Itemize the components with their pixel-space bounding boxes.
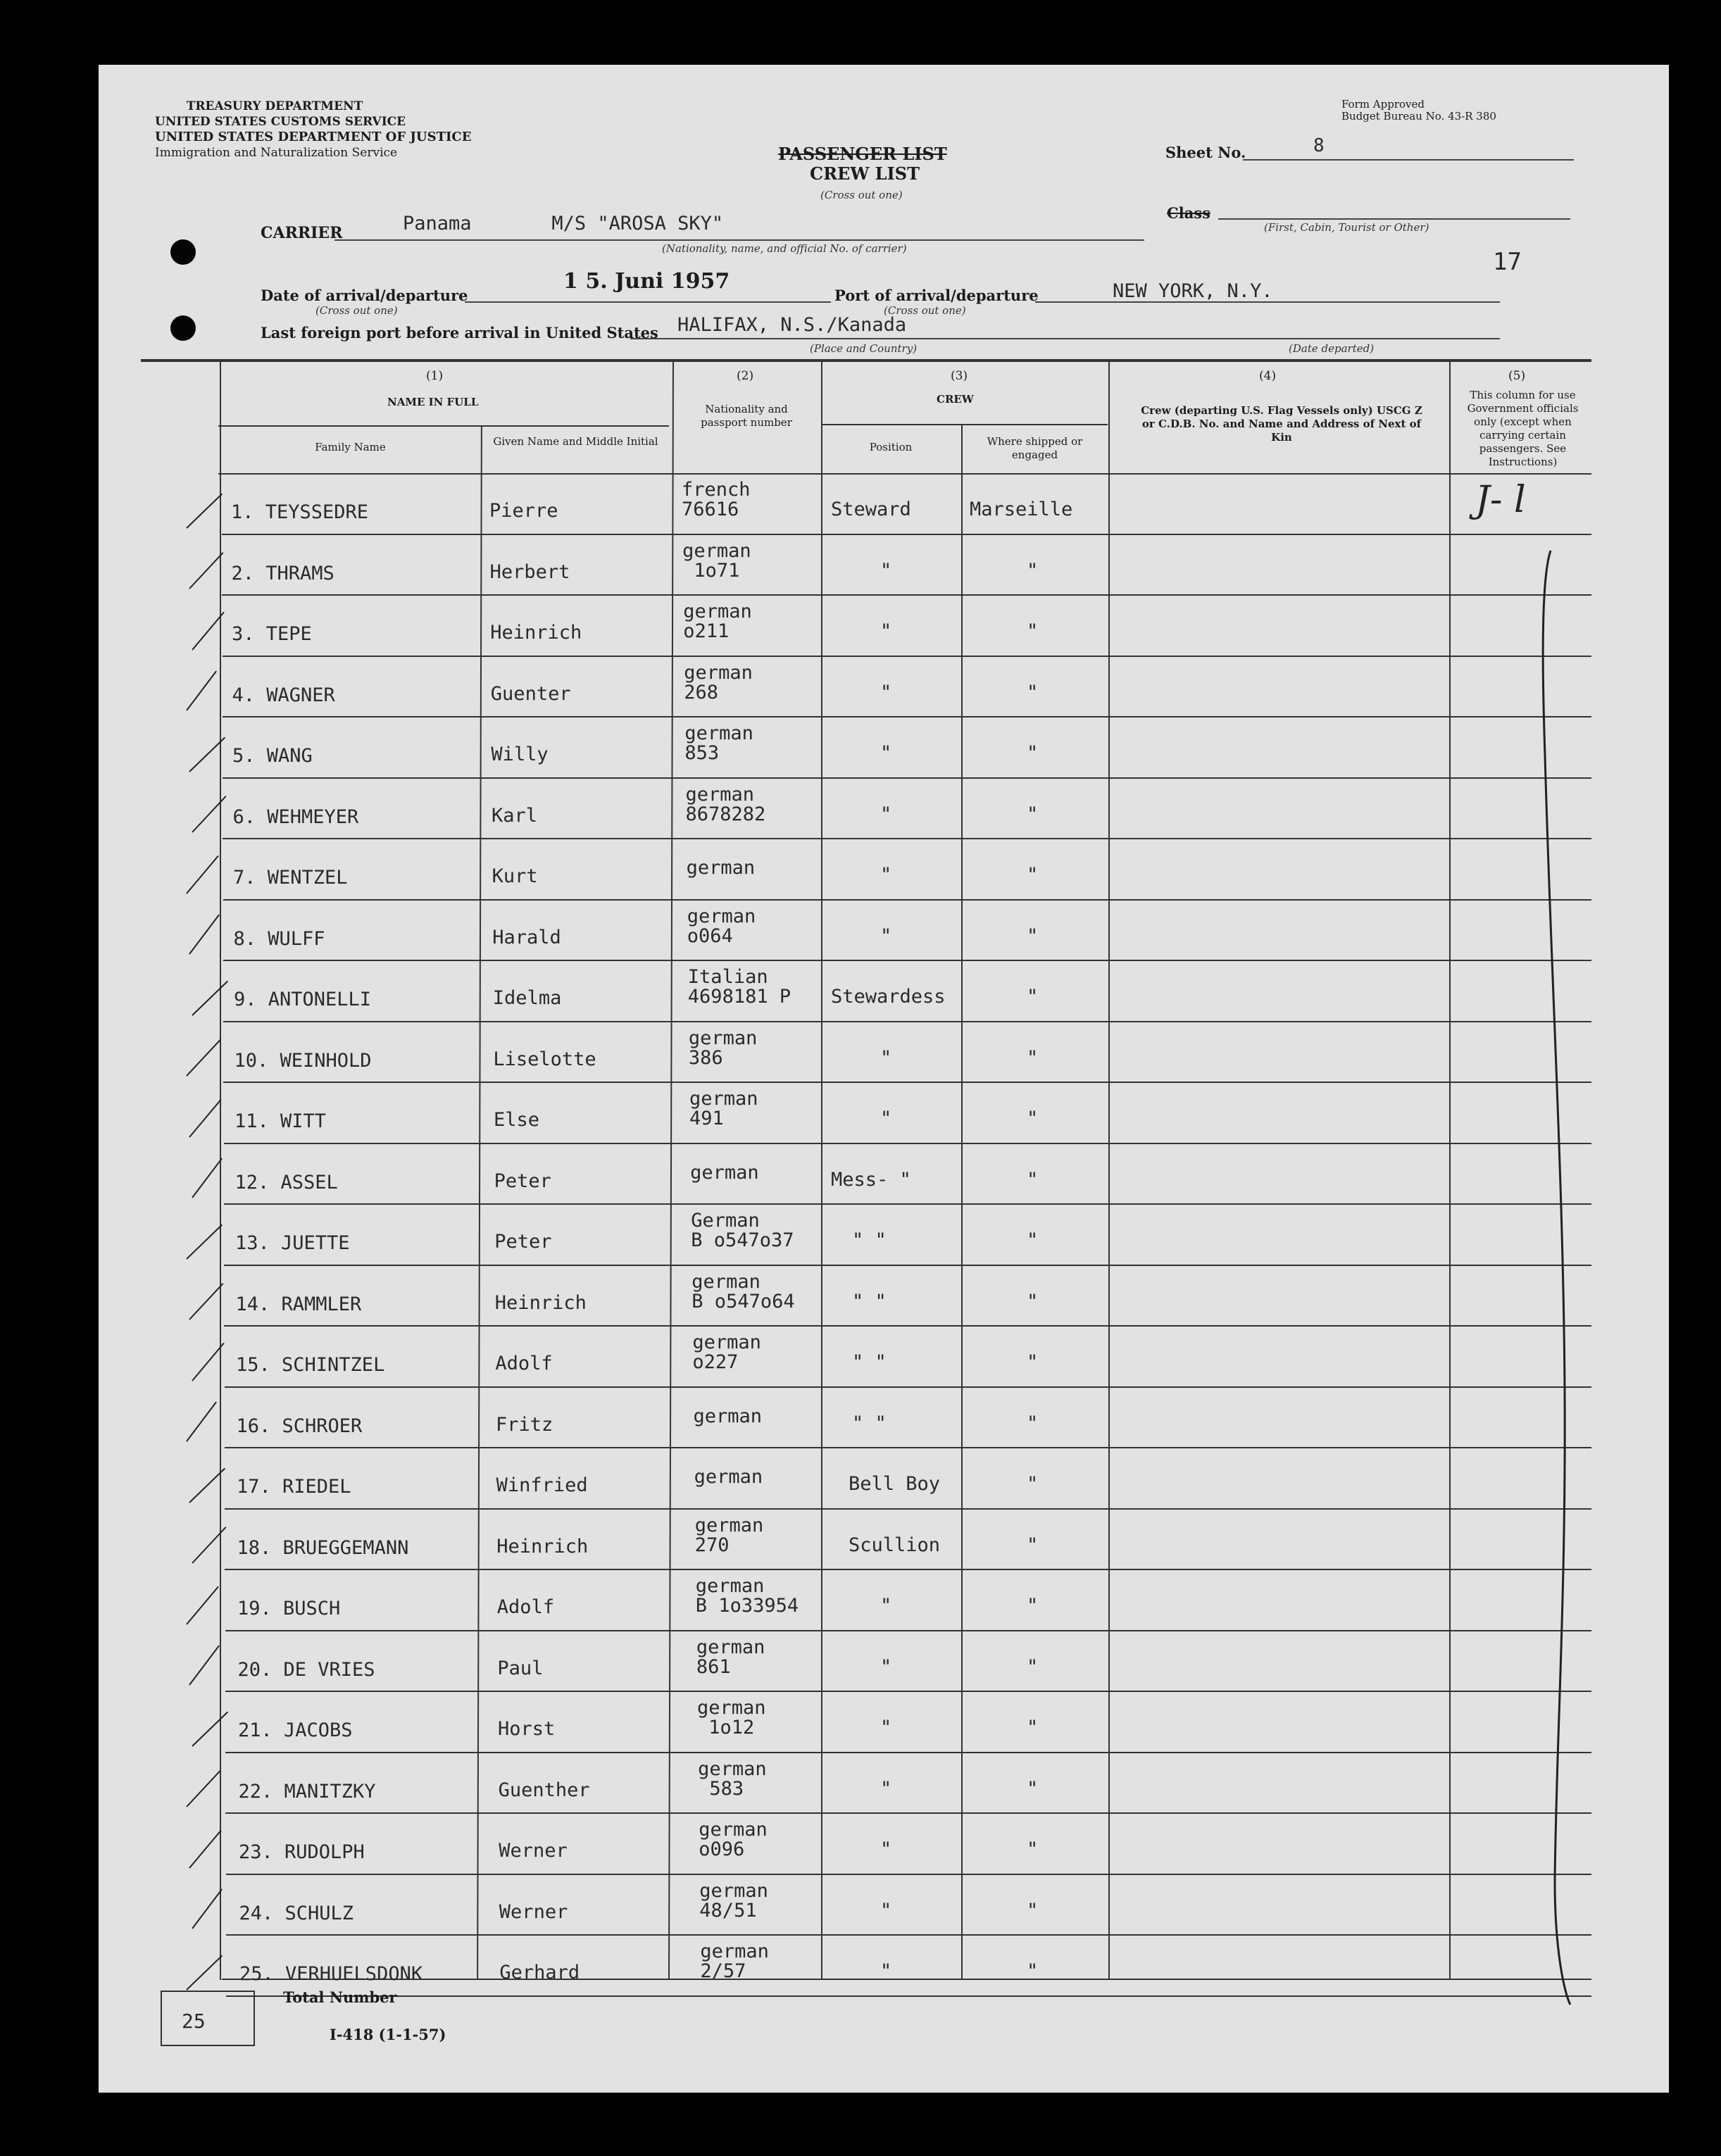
shipped-at: " xyxy=(1027,1534,1039,1556)
sheet-no-label: Sheet No. xyxy=(1165,144,1246,161)
family-name: 4. WAGNER xyxy=(232,684,335,706)
shipped-at: " xyxy=(1027,1777,1039,1800)
check-mark xyxy=(192,980,228,1015)
check-mark xyxy=(192,1711,228,1746)
carrier-value: Panama M/S "AROSA SKY" xyxy=(403,213,724,234)
table-row xyxy=(99,1387,1669,1448)
date-cross-note: (Cross out one) xyxy=(315,304,398,317)
table-row xyxy=(99,1265,1669,1327)
family-name: 6. WEHMEYER xyxy=(232,806,359,828)
table-row xyxy=(99,1753,1669,1814)
shipped-at: " xyxy=(1027,864,1039,886)
check-mark xyxy=(189,1098,222,1137)
nationality-passport: german 268 xyxy=(684,661,753,703)
family-name: 15. SCHINTZEL xyxy=(236,1354,385,1376)
check-mark xyxy=(186,1401,217,1441)
shipped-at: " xyxy=(1027,1046,1039,1069)
crew-position: " xyxy=(880,1046,892,1069)
col1b-title: Given Name and Middle Initial xyxy=(493,435,658,448)
nationality-passport: german xyxy=(694,1466,763,1488)
nationality-passport: german o211 xyxy=(683,601,752,642)
crew-position: " xyxy=(880,1960,892,1982)
col1-number: (1) xyxy=(426,369,444,383)
family-name: 7. WENTZEL xyxy=(233,867,348,889)
check-mark xyxy=(186,855,219,894)
shipped-at: " xyxy=(1027,1960,1039,1982)
col1-title: NAME IN FULL xyxy=(387,396,479,408)
check-mark xyxy=(189,737,225,772)
crew-position: " xyxy=(880,1899,892,1922)
carrier-note: (Nationality, name, and official No. of carrier) xyxy=(662,242,907,255)
family-name: 2. THRAMS xyxy=(231,562,334,584)
form-approved xyxy=(1341,99,1496,123)
nationality-passport: german 386 xyxy=(688,1027,758,1069)
title-note: (Cross out one) xyxy=(820,189,903,201)
col3-title: CREW xyxy=(937,393,974,406)
check-mark xyxy=(186,1224,223,1259)
shipped-at: " xyxy=(1027,1899,1039,1922)
crew-position: " xyxy=(880,559,892,582)
shipped-at: " xyxy=(1027,986,1039,1008)
title-struck: PASSENGER LIST xyxy=(778,144,947,164)
check-mark xyxy=(186,670,217,710)
col5-title: This column for use Government officials only (except when carrying certain passengers. See Instructions) xyxy=(1467,389,1579,468)
family-name: 24. SCHULZ xyxy=(239,1902,354,1924)
family-name: 25. VERHUELSDONK xyxy=(239,1963,423,1985)
carrier-label: CARRIER xyxy=(261,224,343,242)
family-name: 10. WEINHOLD xyxy=(234,1049,372,1072)
table-row xyxy=(99,534,1669,596)
form-approved-line-2: Budget Bureau No. 43-R 380 xyxy=(1341,110,1496,123)
family-name: 8. WULFF xyxy=(233,927,325,950)
col1a-title: Family Name xyxy=(315,441,386,453)
check-mark xyxy=(192,611,225,650)
nationality-passport: german 583 xyxy=(698,1757,767,1800)
crew-position: " xyxy=(880,1595,892,1617)
crew-position: " xyxy=(880,1108,892,1129)
check-mark xyxy=(186,493,223,528)
table-row xyxy=(99,473,1669,534)
check-mark xyxy=(186,1955,223,1990)
family-name: 17. RIEDEL xyxy=(237,1476,351,1498)
crew-position: Scullion xyxy=(849,1534,941,1556)
nationality-passport: german 8678282 xyxy=(685,783,766,825)
given-name: Harald xyxy=(492,926,561,948)
given-name: Guenther xyxy=(498,1779,590,1801)
total-box xyxy=(161,1991,255,2046)
table-row xyxy=(99,839,1669,900)
crew-position: " xyxy=(880,803,892,825)
family-name: 13. JUETTE xyxy=(235,1232,350,1254)
shipped-at: " xyxy=(1027,1229,1039,1251)
family-name: 12. ASSEL xyxy=(234,1171,338,1193)
col4-number: (4) xyxy=(1259,369,1277,383)
table-row xyxy=(99,595,1669,656)
shipped-at: " xyxy=(1027,803,1039,825)
check-mark xyxy=(189,552,223,589)
nationality-passport: german xyxy=(690,1161,759,1184)
col2-title: Nationality and passport number xyxy=(701,403,792,429)
port-value: NEW YORK, N.Y. xyxy=(1113,280,1273,302)
family-name: 14. RAMMLER xyxy=(235,1293,362,1315)
page-title: CREW LIST xyxy=(810,163,920,184)
crew-position: " " xyxy=(852,1412,887,1434)
table-row xyxy=(99,1935,1669,1996)
given-name: Heinrich xyxy=(494,1291,587,1314)
family-name: 9. ANTONELLI xyxy=(234,989,372,1010)
nationality-passport: German B o547o37 xyxy=(691,1210,794,1251)
crew-position: Stewardess xyxy=(831,986,946,1008)
family-name: 1. TEYSSEDRE xyxy=(231,501,369,523)
agency-line-2: UNITED STATES CUSTOMS SERVICE xyxy=(155,115,406,129)
shipped-at: " xyxy=(1027,1717,1039,1738)
table-row xyxy=(99,1631,1669,1692)
crew-position: " xyxy=(880,1838,892,1860)
date-departed-note: (Date departed) xyxy=(1289,342,1375,355)
nationality-passport: german B 1o33954 xyxy=(695,1575,799,1617)
check-mark xyxy=(192,1888,223,1929)
official-mark: J- l xyxy=(1475,479,1526,521)
table-row xyxy=(99,960,1669,1022)
table-row xyxy=(99,1569,1669,1631)
shipped-at: " xyxy=(1027,925,1039,947)
col3b-title: Where shipped or engaged xyxy=(987,435,1083,461)
punch-hole-bottom xyxy=(170,315,196,341)
given-name: Adolf xyxy=(495,1353,553,1374)
shipped-at: " xyxy=(1027,1290,1039,1312)
shipped-at: " xyxy=(1027,1412,1039,1434)
table-row xyxy=(99,1326,1669,1387)
given-name: Pierre xyxy=(489,500,558,522)
col2-number: (2) xyxy=(737,369,754,383)
form-approved-line-1: Form Approved xyxy=(1341,98,1425,111)
shipped-at: " xyxy=(1027,742,1039,764)
crew-position: " xyxy=(880,1655,892,1678)
check-mark xyxy=(189,914,220,954)
last-port-note: (Place and Country) xyxy=(810,342,918,355)
check-mark xyxy=(189,1283,223,1320)
agency-line-4: Immigration and Naturalization Service xyxy=(155,146,398,160)
nationality-passport: german xyxy=(686,857,756,879)
family-name: 18. BRUEGGEMANN xyxy=(237,1536,409,1559)
given-name: Heinrich xyxy=(496,1535,589,1558)
nationality-passport: german 2/57 xyxy=(700,1941,769,1982)
check-mark xyxy=(189,1467,225,1503)
given-name: Paul xyxy=(497,1657,544,1679)
agency-line-1: TREASURY DEPARTMENT xyxy=(186,99,363,113)
nationality-passport: german 491 xyxy=(689,1088,758,1129)
nationality-passport: german B o547o64 xyxy=(691,1270,795,1312)
count-mark: 17 xyxy=(1493,248,1522,276)
given-name: Willy xyxy=(491,744,549,765)
given-name: Gerhard xyxy=(499,1962,580,1983)
shipped-at: " xyxy=(1027,681,1039,703)
port-cross-note: (Cross out one) xyxy=(884,304,966,317)
crew-position: " xyxy=(880,864,892,886)
shipped-at: " xyxy=(1027,559,1039,582)
official-bracket-line xyxy=(1500,544,1584,2008)
shipped-at: " xyxy=(1027,1473,1039,1495)
given-name: Karl xyxy=(492,804,538,827)
given-name: Adolf xyxy=(496,1596,555,1618)
crew-position: Steward xyxy=(831,499,911,520)
punch-hole-top xyxy=(170,239,196,265)
family-name: 21. JACOBS xyxy=(238,1719,353,1741)
nationality-passport: german o096 xyxy=(699,1819,768,1860)
col4-title: Crew (departing U.S. Flag Vessels only) USCG Z or C.D.B. No. and Name and Address of Next of Kin xyxy=(1141,404,1422,444)
given-name: Liselotte xyxy=(493,1048,596,1070)
family-name: 23. RUDOLPH xyxy=(239,1841,365,1863)
given-name: Winfried xyxy=(496,1474,588,1496)
table-row xyxy=(99,1082,1669,1143)
shipped-at: " xyxy=(1027,1655,1039,1678)
given-name: Heinrich xyxy=(490,622,582,644)
table-row xyxy=(99,1204,1669,1265)
crew-position: Mess- " xyxy=(831,1168,911,1191)
table-row xyxy=(99,900,1669,961)
crew-position: " " xyxy=(852,1351,887,1373)
class-note: (First, Cabin, Tourist or Other) xyxy=(1264,221,1429,234)
shipped-at: " xyxy=(1027,1108,1039,1129)
crew-position: " xyxy=(880,1777,892,1800)
form-number: I-418 (1-1-57) xyxy=(330,2026,446,2043)
nationality-passport: german 48/51 xyxy=(699,1879,768,1922)
nationality-passport: german 1o71 xyxy=(682,539,751,582)
crew-position: " xyxy=(880,742,892,764)
col3a-title: Position xyxy=(869,441,913,453)
nationality-passport: german 853 xyxy=(684,722,753,764)
nationality-passport: french 76616 xyxy=(682,479,751,520)
crew-position: " xyxy=(880,620,892,642)
given-name: Else xyxy=(494,1109,540,1131)
nationality-passport: german 1o12 xyxy=(697,1697,766,1738)
family-name: 22. MANITZKY xyxy=(238,1780,376,1803)
table-row xyxy=(99,1813,1669,1874)
table-row xyxy=(99,778,1669,839)
check-mark xyxy=(192,796,226,833)
check-mark xyxy=(192,1342,225,1381)
crew-position: Bell Boy xyxy=(849,1473,941,1495)
crew-position: " xyxy=(880,681,892,703)
family-name: 5. WANG xyxy=(232,745,313,767)
nationality-passport: german 270 xyxy=(694,1514,764,1556)
total-label: Total Number xyxy=(283,1988,397,2006)
check-mark xyxy=(189,1645,220,1685)
family-name: 11. WITT xyxy=(234,1110,327,1132)
given-name: Peter xyxy=(494,1170,551,1192)
given-name: Kurt xyxy=(492,865,538,887)
shipped-at: " xyxy=(1027,1351,1039,1373)
family-name: 3. TEPE xyxy=(232,623,312,645)
nationality-passport: german o064 xyxy=(687,905,756,947)
shipped-at: " xyxy=(1027,1168,1039,1191)
class-label: Class xyxy=(1167,204,1210,222)
nationality-passport: Italian 4698181 P xyxy=(687,966,791,1008)
given-name: Werner xyxy=(499,1900,568,1923)
shipped-at: " xyxy=(1027,1838,1039,1860)
last-port-value: HALIFAX, N.S./Kanada xyxy=(677,314,907,336)
shipped-at: " xyxy=(1027,620,1039,642)
crew-position: " xyxy=(880,925,892,947)
table-row xyxy=(99,1143,1669,1205)
table-row xyxy=(99,1691,1669,1753)
table-row xyxy=(99,1874,1669,1936)
table-row xyxy=(99,1022,1669,1083)
agency-block xyxy=(155,99,472,161)
date-label: Date of arrival/departure xyxy=(261,287,468,304)
nationality-passport: german xyxy=(693,1405,763,1427)
given-name: Guenter xyxy=(490,682,571,705)
table-row xyxy=(99,1509,1669,1570)
col5-number: (5) xyxy=(1508,369,1526,383)
family-name: 19. BUSCH xyxy=(237,1598,341,1619)
port-label: Port of arrival/departure xyxy=(834,287,1039,304)
nationality-passport: german 861 xyxy=(696,1636,765,1678)
crew-position: " xyxy=(880,1717,892,1738)
table-row xyxy=(99,656,1669,717)
given-name: Fritz xyxy=(496,1413,553,1436)
sheet-no-value: 8 xyxy=(1313,135,1325,156)
check-mark xyxy=(186,1586,219,1624)
crew-position: " " xyxy=(852,1229,887,1251)
shipped-at: Marseille xyxy=(970,499,1073,520)
crew-list-sheet xyxy=(99,65,1669,2093)
given-name: Peter xyxy=(494,1231,552,1253)
check-mark xyxy=(186,1039,220,1077)
given-name: Idelma xyxy=(492,987,562,1009)
agency-line-3: UNITED STATES DEPARTMENT OF JUSTICE xyxy=(155,130,472,144)
given-name: Werner xyxy=(499,1840,568,1862)
col3-number: (3) xyxy=(951,369,968,383)
total-value: 25 xyxy=(182,2010,206,2033)
crew-position: " " xyxy=(852,1290,887,1312)
given-name: Horst xyxy=(498,1718,556,1740)
nationality-passport: german o227 xyxy=(692,1331,761,1373)
shipped-at: " xyxy=(1027,1595,1039,1617)
date-value: 1 5. Juni 1957 xyxy=(563,269,730,294)
last-port-label: Last foreign port before arrival in United States xyxy=(261,324,658,341)
given-name: Herbert xyxy=(489,560,570,583)
check-mark xyxy=(189,1829,222,1868)
check-mark xyxy=(192,1527,226,1564)
family-name: 16. SCHROER xyxy=(236,1415,363,1437)
table-row xyxy=(99,1448,1669,1509)
family-name: 20. DE VRIES xyxy=(237,1658,375,1681)
check-mark xyxy=(186,1770,220,1807)
table-row xyxy=(99,717,1669,778)
check-mark xyxy=(192,1158,223,1198)
